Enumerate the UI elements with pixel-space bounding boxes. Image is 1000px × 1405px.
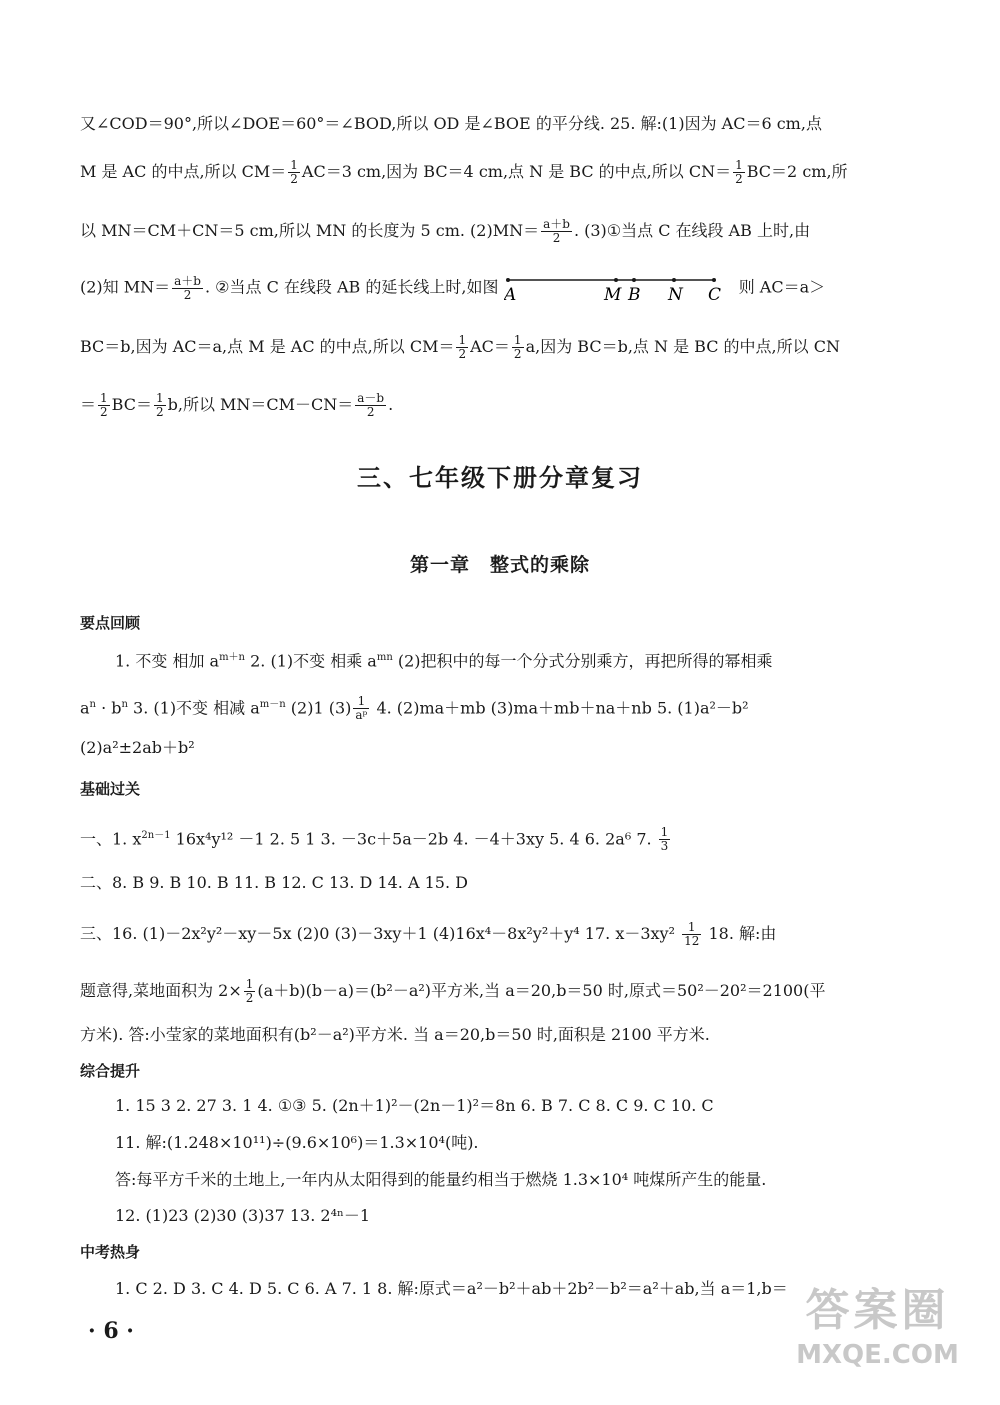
text-line: 题意得,菜地面积为 2× $\frac{1}{2}$ (a＋b)(b－a)＝(b²－a²)平方米,当 a＝20,b＝50 时,原式＝50²－20²＝2100(平 [80,977,826,1005]
text-line: 又∠COD＝90°,所以∠DOE＝60°＝∠BOD,所以 OD 是∠BOE 的平分线. 25. 解:(1)因为 AC＝6 cm,点 [80,114,822,133]
part-title: 三、七年级下册分章复习 [357,464,643,492]
text-line: ＝ $\frac{1}{2}$ BC＝ $\frac{1}{2}$ b,所以 MN＝CM－CN＝ $\frac{a-b}{2}$ . [80,391,394,419]
section-heading: 综合提升 [80,1062,141,1080]
fraction: $\frac{1}{2}$ [155,391,164,419]
fraction: $\frac{1}{2}$ [100,391,108,419]
fraction: $\frac{1}{2}$ [290,158,298,186]
text-line: 12. (1)23 (2)30 (3)37 13. 2⁴ⁿ－1 [115,1206,371,1225]
fraction: $\frac{a-b}{2}$ [357,391,385,419]
text-line: 二、8. B 9. B 10. B 11. B 12. C 13. D 14. A 15. D [80,873,468,892]
page-number: · 6 · [88,1318,134,1344]
text-line: 一、1. $x^{2n-1}$ 16x⁴y¹² －1 2. 5 1 3. －3c＋5a－2b 4. －4＋3xy 5. 4 6. 2a⁶ 7. $\frac{1}{3}$ [80,825,669,854]
text-line: 11. 解:(1.248×10¹¹)÷(9.6×10⁶)＝1.3×10⁴(吨). [115,1133,479,1152]
point-label: M [603,285,622,302]
text-line: 方米). 答:小莹家的菜地面积有(b²－a²)平方米. 当 a＝20,b＝50 时,面积是 2100 平方米. [80,1025,710,1044]
line-segment-figure [504,274,734,302]
point-label: B [627,285,641,302]
point-label: N [667,285,683,302]
fraction: $\frac{1}{2}$ [245,977,254,1005]
text-line: M 是 AC 的中点,所以 CM＝ $\frac{1}{2}$ AC＝3 cm,因为 BC＝4 cm,点 N 是 BC 的中点,所以 CN＝ $\frac{1}{2}$ BC＝2 cm,所 [80,158,848,186]
fraction: $\frac{a+b}{2}$ [174,273,201,302]
text-line: $a^n \cdot b^n$ 3. (1)不变 相减 $a^{m-n}$ (2)1 (3) $\frac{1}{\text{aᵖ}}$ 4. (2)ma＋mb (3)ma＋mb＋na＋nb 5. (1)a²－b² [80,694,749,723]
text-line: (2)a²±2ab＋b² [80,738,195,757]
text-line: (2)知 MN＝ $\frac{a+b}{2}$ . ②当点 C 在线段 AB 的延长线上时,如图 A M B N C 则 AC＝a＞ [80,274,825,302]
point-label: C [707,285,721,302]
text-line: 1. 15 3 2. 27 3. 1 4. ①③ 5. (2n＋1)²－(2n－1)²＝8n 6. B 7. C 8. C 9. C 10. C [115,1096,714,1115]
section-heading: 基础过关 [80,780,141,798]
fraction: $\frac{1}{2}$ [735,158,743,186]
fraction: $\frac{a+b}{2}$ [543,217,570,245]
chapter-title: 第一章 整式的乘除 [409,554,590,576]
text-line: 答:每平方千米的土地上,一年内从太阳得到的能量约相当于燃烧 1.3×10⁴ 吨煤所产生的能量. [115,1170,767,1189]
watermark: 答案圈 MXQE.COM [796,1285,959,1370]
text-line: 1. C 2. D 3. C 4. D 5. C 6. A 7. 1 8. 解:原式＝a²－b²＋ab＋2b²－b²＝a²＋ab,当 a＝1,b＝ [115,1279,788,1298]
text-line: BC＝b,因为 AC＝a,点 M 是 AC 的中点,所以 CM＝ $\frac{1}{2}$ AC＝ $\frac{1}{2}$ a,因为 BC＝b,点 N 是 BC 的中点,所以 CN [80,333,840,361]
fraction: $\frac{1}{3}$ [660,825,669,854]
fraction: $\frac{1}{12}$ [684,920,700,948]
fraction: $\frac{1}{2}$ [513,333,522,361]
point-label: A [503,285,516,302]
text-line: 1. 不变 相加 $a^{m+n}$ 2. (1)不变 相乘 $a^{mn}$ (2)把积中的每一个分式分别乘方，再把所得的幂相乘 [115,651,773,671]
text-line: 三、16. (1)－2x²y²－xy－5x (2)0 (3)－3xy＋1 (4)16x⁴－8x²y²＋y⁴ 17. x－3xy² $\frac{1}{12}$ 18. 解:由 [80,920,777,948]
fraction: $\frac{1}{\text{aᵖ}}$ [355,694,368,723]
section-heading: 中考热身 [80,1243,141,1261]
text-line: 以 MN＝CM＋CN＝5 cm,所以 MN 的长度为 5 cm. (2)MN＝ $\frac{a+b}{2}$ . (3)①当点 C 在线段 AB 上时,由 [80,217,811,245]
segment-svg [504,274,734,302]
section-heading: 要点回顾 [80,614,141,632]
fraction: $\frac{1}{2}$ [458,333,467,361]
